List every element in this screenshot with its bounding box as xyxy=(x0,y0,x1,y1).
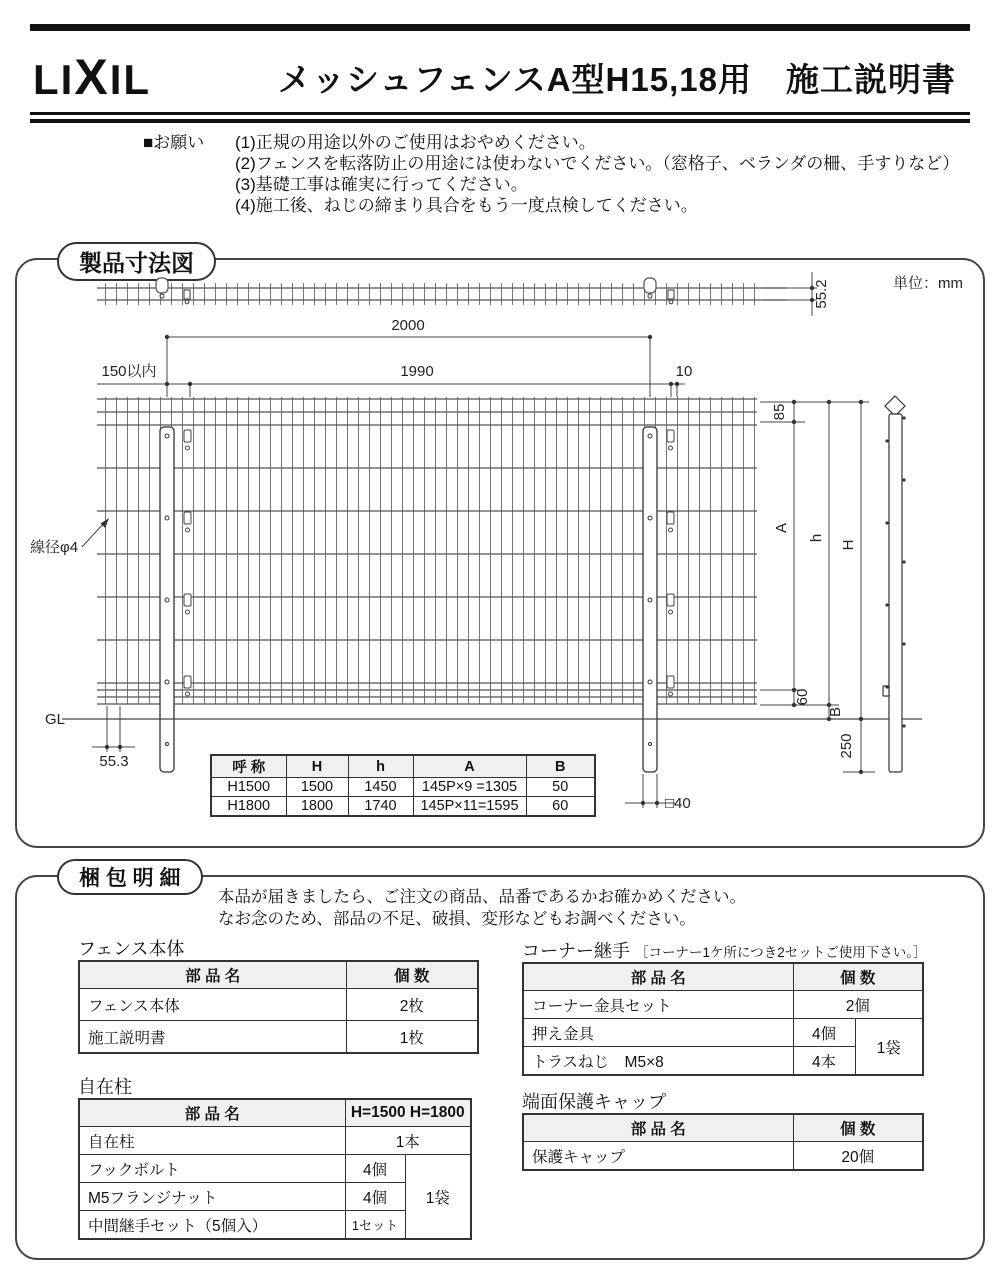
corner-title-text: コーナー継手 xyxy=(522,941,630,961)
bag-qty: 1袋 xyxy=(405,1155,471,1240)
spec-col-H: H xyxy=(286,755,348,778)
packing-intro-line: 本品が届きましたら、ご注文の商品、品番であるかお確かめください。 xyxy=(218,888,746,906)
col-qty: 個 数 xyxy=(346,961,478,989)
dim-55-2-label: 55.2 xyxy=(813,279,830,309)
fence-body-table xyxy=(78,960,479,1054)
corner-table xyxy=(522,962,924,1076)
notice-item: (2)フェンスを転落防止の用途には使わないでください。（窓格子、ベランダの柵、手すりなど） xyxy=(235,154,960,173)
notice-block xyxy=(143,132,959,216)
fence-top-view xyxy=(97,278,787,305)
part-qty: 4個 xyxy=(345,1155,405,1183)
part-qty: 1本 xyxy=(345,1127,471,1155)
table-row xyxy=(523,1019,923,1047)
spec-col-B: B xyxy=(526,755,595,778)
part-qty: 4個 xyxy=(345,1183,405,1211)
col-part-name: 部 品 名 xyxy=(523,1114,793,1142)
table-row xyxy=(79,1021,478,1054)
spec-cell: 145P×11=1595 xyxy=(413,797,526,817)
dim-55-2 xyxy=(762,272,817,316)
part-qty: 1枚 xyxy=(346,1021,478,1054)
spec-cell: 50 xyxy=(526,778,595,797)
part-qty: 4個 xyxy=(793,1019,855,1047)
corner-title xyxy=(522,937,927,963)
dim-10-label: 10 xyxy=(675,363,693,380)
fence-front-view xyxy=(97,397,757,704)
col-qty: 個 数 xyxy=(793,963,923,991)
dim-150-label: 150以内 xyxy=(101,363,157,380)
spec-col-A: A xyxy=(413,755,526,778)
dim-55-3 xyxy=(92,706,135,752)
corner-note: ［コーナー1ケ所につき2セットご使用下さい。］ xyxy=(635,945,927,960)
notice-item: (1)正規の用途以外のご使用はおやめください。 xyxy=(235,133,596,152)
notice-item: (4)施工後、ねじの締まり具合をもう一度点検してください。 xyxy=(235,196,698,215)
post-side-view xyxy=(883,396,906,772)
logo-x: X xyxy=(74,49,110,105)
part-qty: 1セット xyxy=(345,1211,405,1240)
height-dims xyxy=(760,400,875,774)
logo-pre: LI xyxy=(33,56,75,103)
part-qty: 2枚 xyxy=(346,989,478,1021)
dim-85-label: 85 xyxy=(771,403,788,421)
part-name: フックボルト xyxy=(79,1155,345,1183)
dim-60-label: 60 xyxy=(794,688,811,706)
dim-40-label: □40 xyxy=(665,795,691,812)
part-name: 保護キャップ xyxy=(523,1142,793,1171)
part-name: フェンス本体 xyxy=(79,989,346,1021)
fence-body-title: フェンス本体 xyxy=(78,939,185,959)
spec-cell: 1740 xyxy=(348,797,413,817)
part-name: コーナー金具セット xyxy=(523,991,793,1019)
dim-55-3-label: 55.3 xyxy=(99,753,129,770)
notice-label: ■お願い xyxy=(143,133,205,152)
spec-cell: 1450 xyxy=(348,778,413,797)
bag-qty: 1袋 xyxy=(855,1019,923,1076)
dim-b-label: B xyxy=(827,706,844,718)
header-double-rule xyxy=(30,112,970,123)
gl-label: GL xyxy=(45,711,66,728)
part-qty: 4本 xyxy=(793,1047,855,1076)
part-name: 押え金具 xyxy=(523,1019,793,1047)
cap-title: 端面保護キャップ xyxy=(522,1092,666,1112)
col-part-name: 部 品 名 xyxy=(79,1099,345,1127)
table-row xyxy=(523,1142,923,1171)
col-part-name: 部 品 名 xyxy=(79,961,346,989)
table-row xyxy=(523,991,923,1019)
logo-post: IL xyxy=(109,56,152,103)
part-qty: 2個 xyxy=(793,991,923,1019)
dim-2000-label: 2000 xyxy=(391,317,425,334)
col-part-name: 部 品 名 xyxy=(523,963,793,991)
part-name: 自在柱 xyxy=(79,1127,345,1155)
post-table xyxy=(78,1098,472,1240)
spec-table xyxy=(210,754,596,817)
dim-H-label: H xyxy=(840,539,857,551)
dimension-section-title: 製品寸法図 xyxy=(57,242,216,281)
dim-h-label: h xyxy=(808,533,825,543)
page-title: メッシュフェンスA型H15,18用 施工説明書 xyxy=(278,61,956,98)
packing-intro xyxy=(218,886,746,930)
notice-item: (3)基礎工事は確実に行ってください。 xyxy=(235,175,528,194)
post-title: 自在柱 xyxy=(78,1077,132,1097)
dimension-section xyxy=(15,250,985,848)
spec-cell: H1500 xyxy=(211,778,286,797)
dim-1990-row xyxy=(97,382,685,397)
top-rule xyxy=(30,24,970,31)
spec-cell: 145P×9 =1305 xyxy=(413,778,526,797)
table-row xyxy=(79,1127,471,1155)
cap-table xyxy=(522,1113,924,1171)
spec-row-h1500 xyxy=(211,778,595,797)
part-name: トラスねじ M5×8 xyxy=(523,1047,793,1076)
table-row xyxy=(79,989,478,1021)
col-qty: 個 数 xyxy=(793,1114,923,1142)
spec-cell: 1500 xyxy=(286,778,348,797)
spec-cell: H1800 xyxy=(211,797,286,817)
dim-1990-label: 1990 xyxy=(400,363,434,380)
notice-items xyxy=(235,132,959,216)
table-row xyxy=(79,1155,471,1183)
packing-section xyxy=(15,867,985,1260)
spec-col-h: h xyxy=(348,755,413,778)
part-name: M5フランジナット xyxy=(79,1183,345,1211)
lixil-logo xyxy=(33,48,151,106)
wire-dia-label: 線径φ4 xyxy=(30,539,79,556)
spec-cell: 60 xyxy=(526,797,595,817)
spec-header-row xyxy=(211,755,595,778)
dim-250-label: 250 xyxy=(838,733,855,759)
spec-col-name: 呼 称 xyxy=(211,755,286,778)
col-qty: H=1500 H=1800 xyxy=(345,1099,471,1127)
packing-intro-line: なお念のため、部品の不足、破損、変形などもお調べください。 xyxy=(218,910,696,928)
packing-section-title: 梱 包 明 細 xyxy=(57,859,203,895)
part-name: 中間継手セット（5個入） xyxy=(79,1211,345,1240)
part-name: 施工説明書 xyxy=(79,1021,346,1054)
spec-cell: 1800 xyxy=(286,797,348,817)
spec-row-h1800 xyxy=(211,797,595,817)
unit-label: 単位：mm xyxy=(893,275,963,292)
part-qty: 20個 xyxy=(793,1142,923,1171)
dim-a-label: A xyxy=(773,522,790,534)
